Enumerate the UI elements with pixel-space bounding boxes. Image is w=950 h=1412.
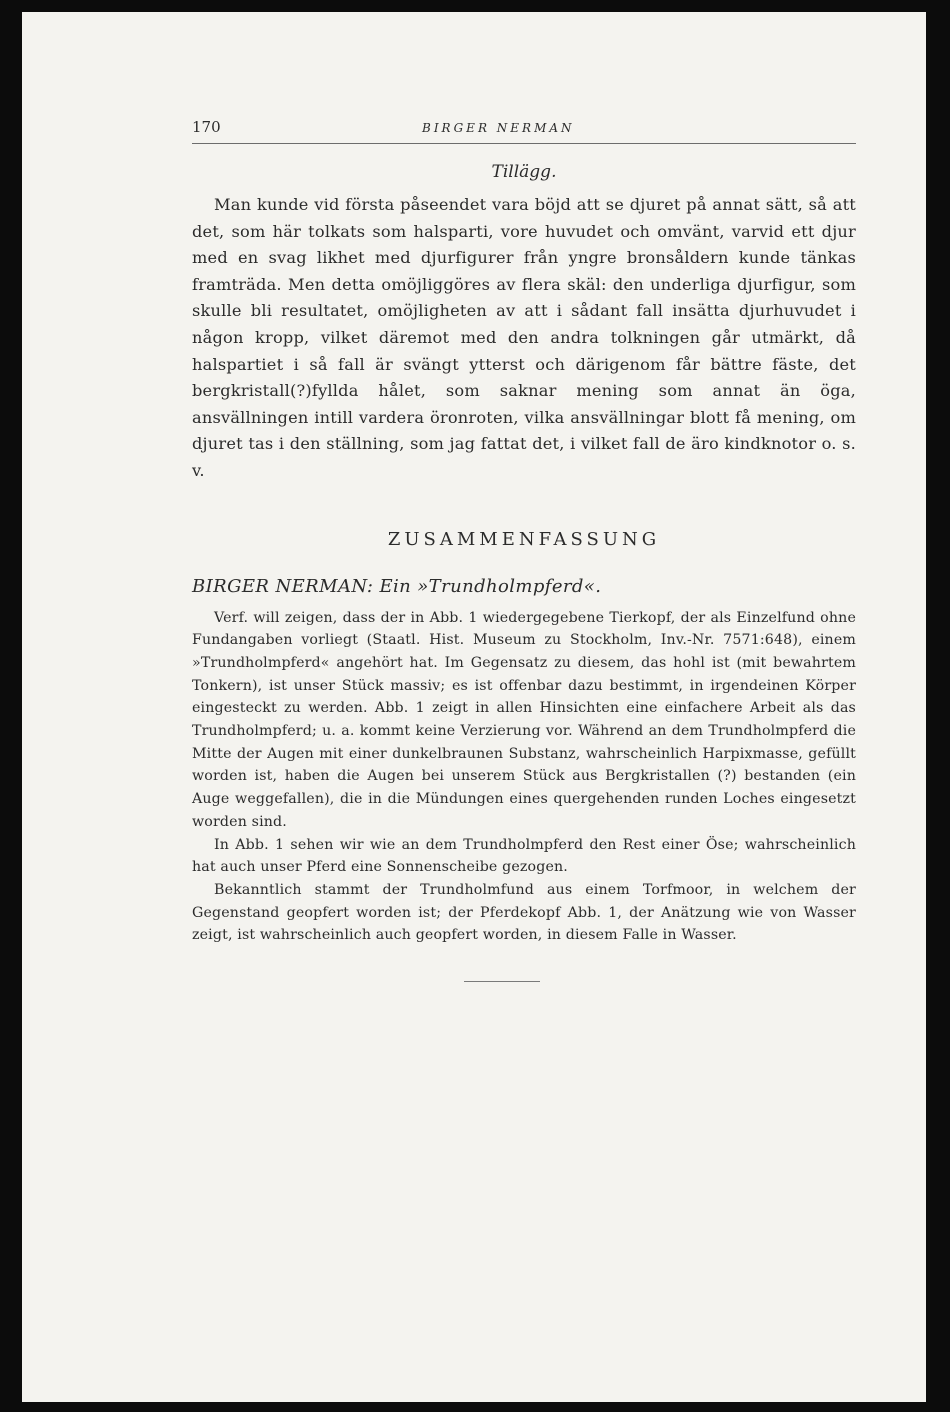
page-number: 170 — [192, 118, 221, 136]
scanned-page — [22, 12, 926, 1402]
summary-paragraph: In Abb. 1 sehen wir wie an dem Trundholmpferd den Rest einer Öse; wahrscheinlich hat auch unser Pferd eine Sonnenscheibe gezogen. — [192, 836, 856, 876]
summary-paragraph: Bekanntlich stammt der Trundholmfund aus einem Torfmoor, in welchem der Gegenstand geopfert worden ist; der Pferdekopf Abb. 1, der Anätzung wie von Wasser zeigt, ist wahrscheinlich auch geopfert worden, in diesem Falle in Wasser. — [192, 881, 856, 944]
running-title: BIRGER NERMAN — [422, 121, 575, 135]
summary-heading: ZUSAMMENFASSUNG — [387, 528, 661, 550]
end-divider — [464, 981, 540, 982]
page-content — [192, 118, 856, 982]
summary-paragraph: Verf. will zeigen, dass der in Abb. 1 wiedergegebene Tierkopf, der als Einzelfund ohne Fundangaben vorliegt (Staatl. Hist. Museum zu Stockholm, Inv.-Nr. 7571:648), einem »Trundholmpferd« angehört hat. Im Gegensatz zu diesem, das hohl ist (mit bewahrtem Tonkern), ist unser Stück massiv; es ist offenbar dazu bestimmt, in irgendeinen Körper eingesteckt zu werden. Abb. 1 zeigt in allen Hinsichten eine einfachere Arbeit als das Trundholmpferd; u. a. kommt keine Verzierung vor. Während an dem Trundholmpferd die Mitte der Augen mit einer dunkelbraunen Substanz, wahrscheinlich Harpixmasse, gefüllt worden ist, haben die Augen bei unserem Stück aus Bergkristallen (?) bestanden (ein Auge weggefallen), die in die Mündungen eines quergehenden runden Loches eingesetzt worden sind. — [192, 609, 856, 830]
running-header — [192, 118, 856, 144]
addendum-paragraph: Man kunde vid första påseendet vara böjd att se djuret på annat sätt, så att det, som här tolkats som halsparti, vore huvudet och omvänt, varvid ett djur med en svag likhet med djurfigurer från yngre bronsåldern kunde tänkas framträda. Men detta omöjliggöres av flera skäl: den underliga djurfigur, som skulle bli resultatet, omöjligheten av att i sådant fall insätta djurhuvudet i någon kropp, vilket däremot med den andra tolkningen går utmärkt, då halspartiet i så fall är svängt ytterst och därigenom får bättre fäste, det bergkristall(?)fyllda hålet, som saknar mening som annat än öga, ansvällningen intill vardera öronroten, vilka ansvällningar blott få mening, om djuret tas i den ställning, som jag fattat det, i vilket fall de äro kindknotor o. s. v. — [192, 195, 856, 480]
addendum-title: Tillägg. — [491, 162, 557, 182]
summary-title: BIRGER NERMAN: Ein »Trundholmpferd«. — [192, 575, 602, 597]
